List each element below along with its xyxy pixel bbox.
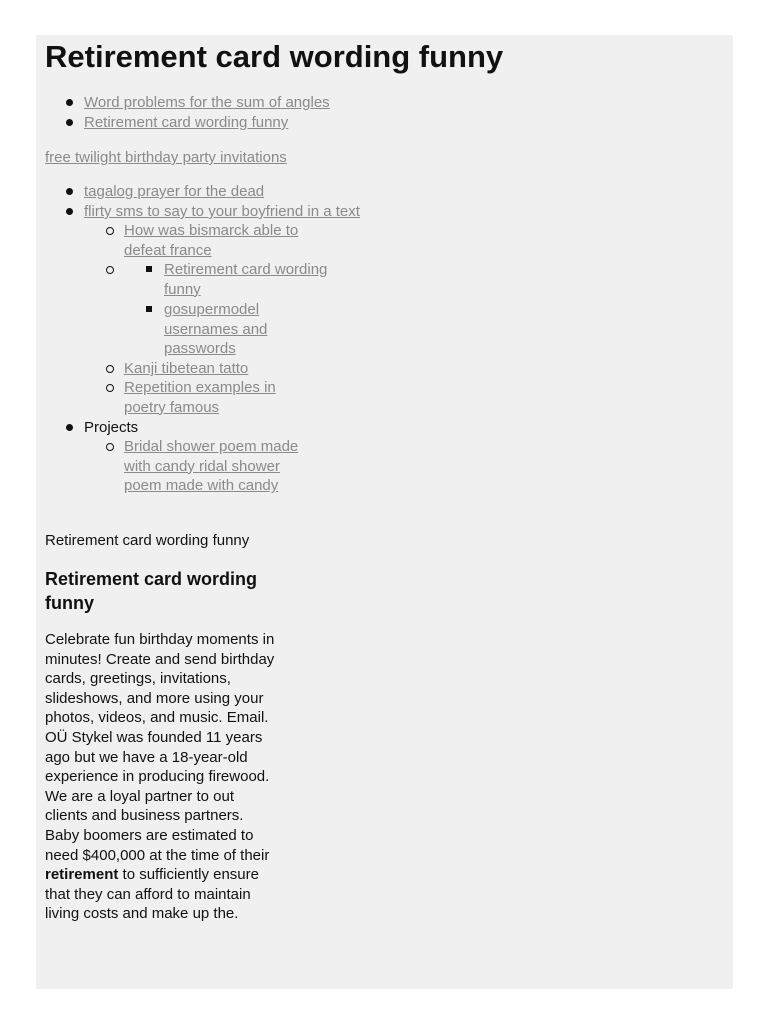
sublist-link-kanji[interactable]: Kanji tibetean tatto	[124, 360, 249, 377]
body-paragraph	[45, 630, 277, 924]
circle-bullet-icon	[106, 443, 114, 451]
square-bullet-icon	[146, 266, 152, 272]
section-heading: Retirement card wording funny	[45, 569, 258, 613]
list-link-flirty-sms[interactable]: flirty sms to say to your boyfriend in a text	[84, 203, 360, 220]
paragraph-text-end: to sufficiently ensure that they can afford to maintain living costs and make up the.	[45, 866, 259, 923]
disc-bullet-icon	[66, 188, 73, 195]
circle-bullet-icon	[106, 384, 114, 392]
disc-bullet-icon	[66, 208, 73, 215]
list-link-word-problems[interactable]: Word problems for the sum of angles	[84, 94, 330, 111]
page-title: Retirement card wording funny	[45, 39, 504, 74]
sublist-link-bismarck[interactable]: How was bismarck able to defeat france	[124, 222, 299, 259]
paragraph-text-start: Celebrate fun birthday moments in minutes! Create and send birthday cards, greetings, invitations, slideshows, and more using your photos, videos, and music. Email. OÜ Stykel was founded 11 years ago but we have a 18-year-old experience in producing firewood. We are a loyal partner to out clients and business partners. Baby boomers are estimated to need $400,000 at the time of their	[45, 631, 275, 864]
subsublist-link-gosupermodel[interactable]: gosupermodel usernames and passwords	[164, 301, 268, 358]
disc-bullet-icon	[66, 119, 73, 126]
disc-bullet-icon	[66, 99, 73, 106]
circle-bullet-icon	[106, 227, 114, 235]
disc-bullet-icon	[66, 424, 73, 431]
square-bullet-icon	[146, 306, 152, 312]
list-link-tagalog-prayer[interactable]: tagalog prayer for the dead	[84, 183, 265, 200]
paragraph-bold-word: retirement	[45, 866, 119, 884]
projects-label: Projects	[84, 419, 139, 436]
page-container	[36, 35, 733, 989]
sublist-link-repetition[interactable]: Repetition examples in poetry famous	[124, 379, 276, 416]
circle-bullet-icon	[106, 365, 114, 373]
circle-bullet-icon	[106, 266, 114, 274]
sublist-link-bridal-shower[interactable]: Bridal shower poem made with candy ridal shower poem made with candy	[124, 438, 299, 495]
subsublist-link-retirement-card[interactable]: Retirement card wording funny	[164, 261, 328, 298]
link-twilight-invitations[interactable]: free twilight birthday party invitations	[45, 149, 287, 166]
list-link-retirement-card[interactable]: Retirement card wording funny	[84, 114, 289, 131]
plain-text-line: Retirement card wording funny	[45, 532, 250, 549]
